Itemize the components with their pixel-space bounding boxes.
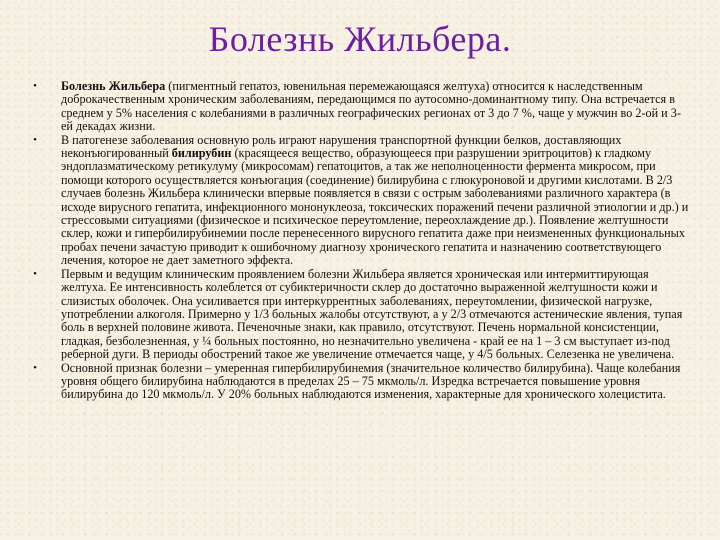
bullet-icon: •	[33, 80, 37, 92]
bullet-text	[61, 79, 681, 133]
bold-term: Болезнь Жильбера	[61, 79, 166, 93]
bullet-icon: •	[33, 267, 37, 280]
bullet-icon: •	[33, 361, 37, 374]
bullet-text-after: (красящееся вещество, образующееся при разрушении эритроцитов) к гладкому эндоплазматическому ретикулуму (микросомам) гепатоцитов, а так же неполноценности фермента микросом, при помощи которого осуществляется конъюгация (соединение) билирубина с глюкуроновой и другими кислотами. В 2/3 случаев болезнь Жильбера клинически впервые появляется в связи с острым заболеваниями различного характера (в исходе вирусного гепатита, инфекционного мононуклеоза, токсических поражений печени различной этиологии и др.) и стрессовыми ситуациями (физическое и психическое переутомление, переохлаждение др.). Появление желтушности склер, кожи и гипербилирубинемии после перенесенного вирусного гепатита даже при неизмененных функциональных пробах печени зачастую приводит к ошибочному диагнозу хронического гепатита и назначению соответствующего лечения, которое не дает заметного эффекта.	[61, 146, 689, 268]
bullet-item	[30, 134, 690, 268]
bullet-item	[30, 268, 690, 362]
bullet-item	[30, 80, 690, 134]
bullet-text-before: В патогенезе заболевания основную роль играют нарушения транспортной функции белков, доставляющих неконъюгированный	[61, 132, 622, 161]
bullet-icon: •	[33, 133, 37, 146]
bullet-text: Основной признак болезни – умеренная гипербилирубинемия (значительное количество билирубина). Чаще колебания уровня общего билирубина наблюдаются в пределах 25 – 75 мкмоль/л. Изредка встречается повышение уровня билирубина до 120 мкмоль/л. У 20% больных наблюдаются изменения, характерные для хронического холецистита.	[61, 360, 681, 402]
bullet-list	[30, 80, 690, 402]
slide-title: Болезнь Жильбера.	[208, 19, 512, 59]
bullet-text: Первым и ведущим клиническим проявлением болезни Жильбера является хроническая или интермиттирующая желтуха. Ее интенсивность колеблется от субиктеричности склер до достаточно выраженной желтушности кожи и слизистых оболочек. Она усиливается при интеркуррентных заболеваниях, переутомлении, физической нагрузке, употреблении алкоголя. Примерно у 1/3 больных жалобы отсутствуют, а у 2/3 отмечаются астенические явления, тупая боль в верхней половине живота. Печеночные знаки, как правило, отсутствуют. Печень нормальной консистенции, гладкая, безболезненная, у ¼ больных постоянно, но незначительно увеличена - край ее на 1 – 3 см выступает из-под реберной дуги. В периоды обострений такое же увеличение отмечается чаще, у 4/5 больных. Селезенка не увеличена.	[61, 266, 683, 362]
bullet-item	[30, 362, 690, 402]
bullet-text	[61, 133, 688, 268]
bullet-text-body: (пигментный гепатоз, ювенильная перемежающаяся желтуха) относится к наследственным доброкачественным хроническим заболеваниям, передающимся по аутосомно-доминантному типу. Она встречается в среднем у 5% населения с колебаниями в различных географических регионах от 3 до 7 %, чаще у мужчин во 2-ой и 3-ей декадах жизни.	[61, 79, 681, 134]
bold-term: билирубин	[171, 146, 232, 161]
